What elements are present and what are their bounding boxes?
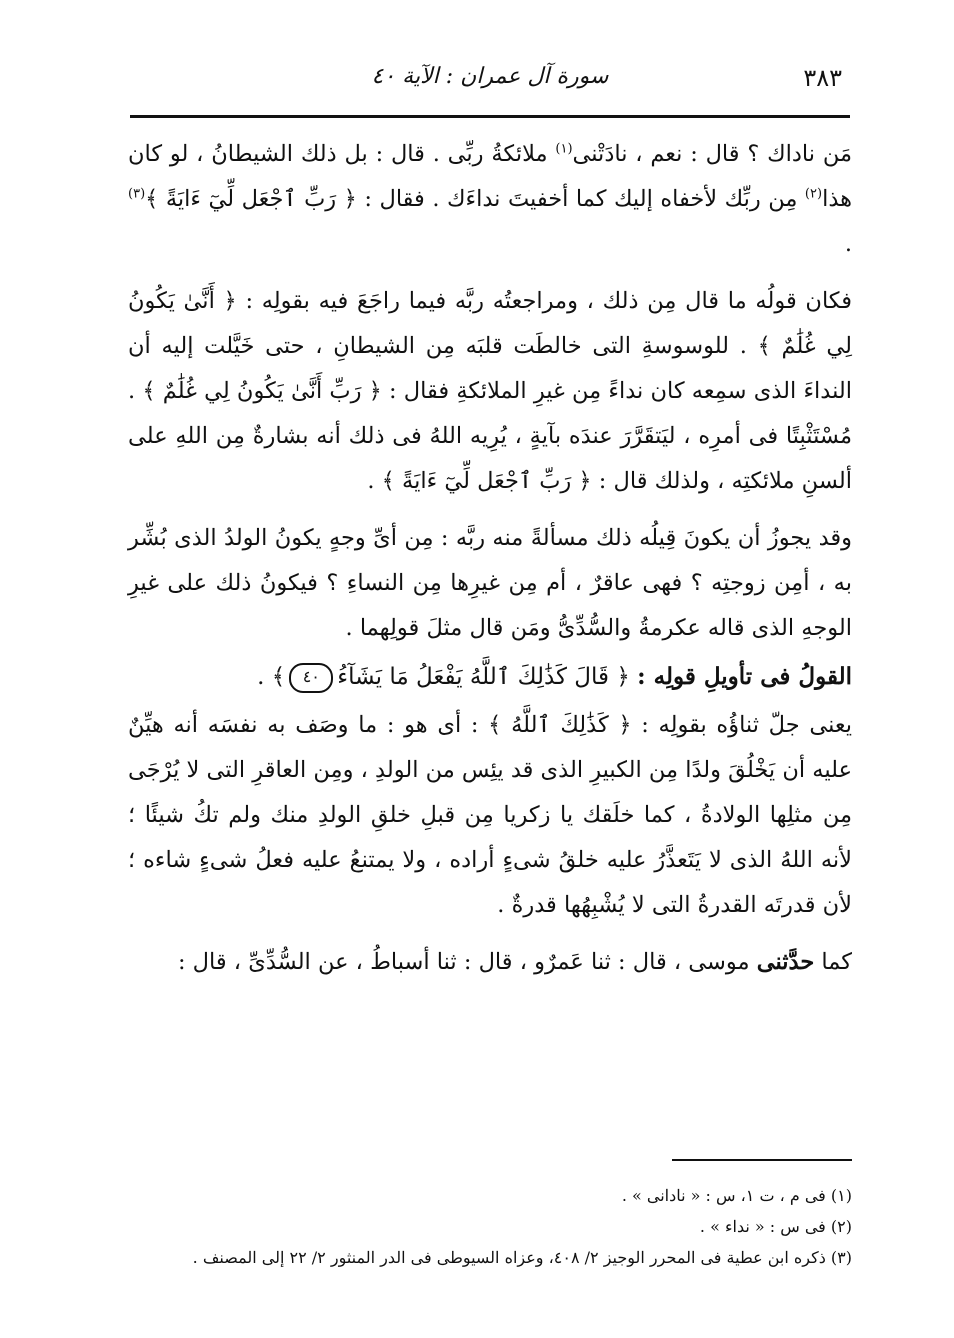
- paragraph-1-text-d: .: [844, 231, 852, 257]
- section-heading-close: ﴾ .: [257, 664, 286, 690]
- running-title: سورة آل عمران : الآية ٤٠: [371, 64, 609, 89]
- section-heading: [128, 651, 852, 703]
- paragraph-4: يعنى جلّ ثناؤُه بقولِه : ﴿ كَذَٰلِكَ ٱللَّهُ ﴾ : أى هو : ما وصَف به نفسَه أنه هيِّنٌ عليه أن يَخْلُقَ ولدًا مِن الكبيرِ الذى قد يئِس من الولدِ ، ومِن العاقرِ التى لا يُرْجَى مِن مثلِها الولادةُ ، كما خلَقك يا زكريا مِن قبلِ خلقِ الولدِ منك ولم تكُ شيئًا ؛ لأنه اللهُ الذى لا يَتَعذَّرُ عليه خلقُ شىءٍ أراده ، ولا يمتنعُ عليه فعلُ شىءٍ شاءه ؛ لأن قدرتَه القدرةُ التى لا يُشْبِهُها قدرةٌ .: [128, 712, 852, 918]
- section-heading-verse: ﴿ قَالَ كَذَٰلِكَ ٱللَّهُ يَفْعَلُ مَا يَشَآءُ: [337, 664, 630, 690]
- paragraph-5-bold: حدَّثنى: [756, 949, 815, 975]
- paragraph-2: فكان قولُه ما قال مِن ذلك ، ومراجعتُه ربَّه فيما راجَعَ فيه بقولِه : ﴿ أَنَّىٰ يَكُونُ لِي غُلَٰمٌ ﴾ . للوسوسةِ التى خالطَت قلبَه مِن الشيطانِ ، حتى خَيَّلت إليه أن النداءَ الذى سمِعه كان نداءً مِن غيرِ الملائكةِ فقال : ﴿ رَبِّ أَنَّىٰ يَكُونُ لِي غُلَٰمٌ ﴾ . مُسْتَثْبِتًا فى أمرِه ، ليَتقَرَّرَ عندَه بآيةٍ ، يُرِيه اللهُ فى ذلك أنه بشارةٌ مِن اللهِ على ألسنِ ملائكتِه ، ولذلك قال : ﴿ رَبِّ ٱجْعَل لِّيٓ ءَايَةً ﴾ .: [128, 288, 852, 494]
- paragraph-5: [128, 940, 852, 985]
- paragraph-5-text-a: كما: [814, 949, 852, 975]
- footnote-ref-2: (٢): [804, 186, 823, 202]
- ayah-number-marker: ٤٠: [289, 663, 333, 693]
- paragraph-1-text-b: ملائكةُ ربِّى . قال : بل ذلك الشيطانُ ، لو كان هذا: [128, 141, 852, 212]
- paragraph-5-text-b: موسى ، قال : ثنا عَمرٌو ، قال : ثنا أسباطُ ، عن السُّدِّىِّ ، قال :: [177, 949, 757, 975]
- footnote-rule: [672, 1159, 852, 1161]
- paragraph-3: وقد يجوزُ أن يكونَ قِيلُه ذلك مسألةً منه ربَّه : مِن أىِّ وجهٍ يكونُ الولدُ الذى بُشِّر به ، أمِن زوجتِه ؟ فهى عاقرٌ ، أم مِن غيرِها مِن النساءِ ؟ فيكونُ ذلك على غيرِ الوجهِ الذى قاله عكرمةُ والسُّدِّىُّ ومَن قال مثلَ قولِهما .: [128, 525, 852, 641]
- paragraph-1-text-c: مِن ربِّك لأخفاه إليك كما أخفيتَ نداءَك . فقال : ﴿ رَبِّ ٱجْعَل لِّيٓ ءَايَةً ﴾: [145, 186, 805, 212]
- page-header: [130, 58, 850, 102]
- page-body: [128, 132, 852, 985]
- page-number: ٣٨٣: [803, 64, 842, 92]
- footnote-ref-1: (١): [555, 141, 573, 157]
- footnote-3: (٣) ذكره ابن عطية فى المحرر الوجيز ٢/ ٤٠٨، وعزاه السيوطى فى الدر المنثور ٢/ ٢٢ إلى المصنف .: [192, 1248, 852, 1267]
- paragraph-1-text-a: مَن ناداك ؟ قال : نعم ، نادَتْنى: [572, 141, 852, 167]
- footnote-1: (١) فى م ، ت ١، س : « نادانى » .: [621, 1186, 852, 1205]
- footnote-ref-3: (٣): [128, 186, 146, 202]
- paragraph-1: [128, 132, 852, 267]
- footnote-2: (٢) فى س : « نداء » .: [699, 1217, 852, 1236]
- header-rule: [130, 115, 850, 118]
- footnotes: [152, 1180, 852, 1273]
- section-heading-lead: القولُ فى تأويلِ قولِه :: [637, 663, 852, 690]
